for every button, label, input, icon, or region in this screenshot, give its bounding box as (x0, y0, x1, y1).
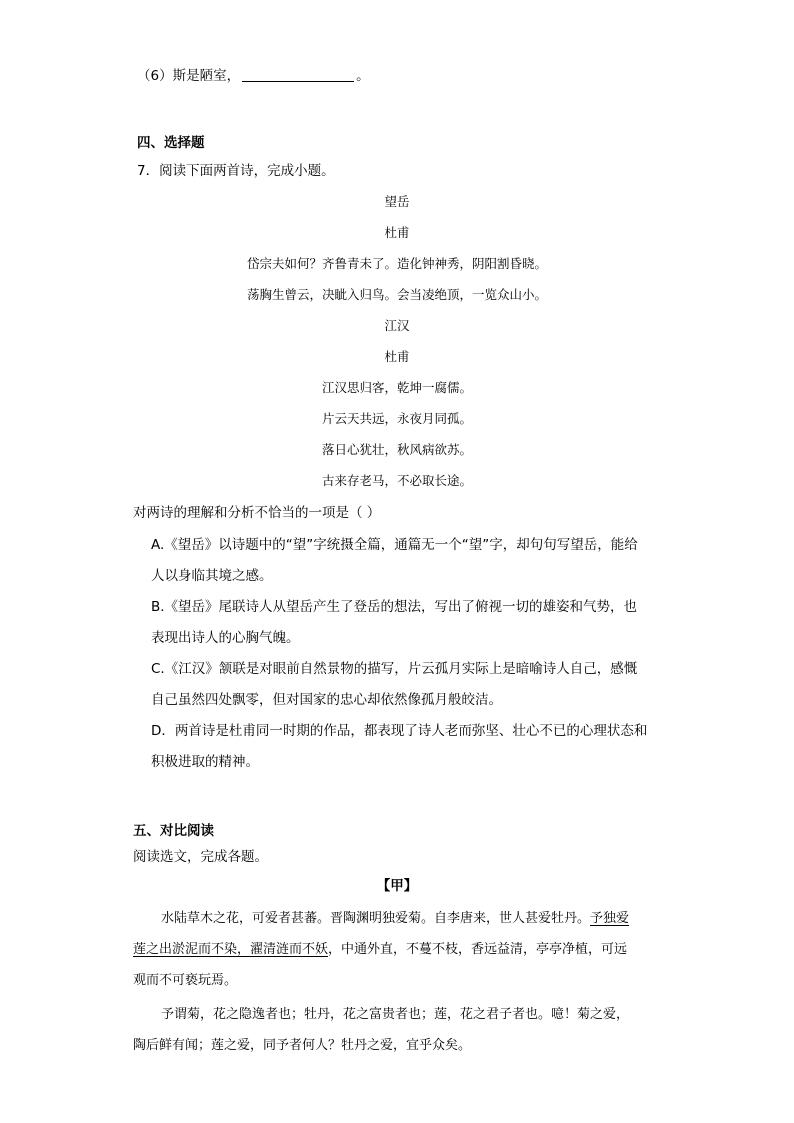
question-6-suffix: 。 (356, 68, 370, 84)
passage-p1-line-3: 观而不可亵玩焉。 (133, 973, 238, 988)
poem-2-author: 杜甫 (384, 349, 410, 364)
question-stem: 对两诗的理解和分析不恰当的一项是（ ） (133, 505, 381, 521)
question-7-prompt: 7．阅读下面两首诗，完成小题。 (137, 163, 335, 179)
option-b[interactable]: B.《望岳》尾联诗人从望岳产生了登岳的想法，写出了俯视一切的雄姿和气势，也 (151, 599, 638, 615)
option-c-cont: 自己虽然四处飘零，但对国家的忠心却依然像孤月般皎洁。 (151, 692, 502, 708)
poem-2-line-2: 片云天共远，永夜月同孤。 (321, 411, 472, 426)
passage-p2-line-1: 予谓菊，花之隐逸者也；牡丹，花之富贵者也；莲，花之君子者也。噫！菊之爱， (161, 1007, 630, 1022)
option-c[interactable]: C.《江汉》颔联是对眼前自然景物的描写，片云孤月实际上是暗喻诗人自己，感慨 (151, 661, 638, 677)
poem-2-line-3: 落日心犹壮，秋风病欲苏。 (321, 442, 472, 457)
poem-1-line-2: 荡胸生曾云，决眦入归鸟。会当凌绝顶，一览众山小。 (246, 287, 547, 302)
poem-1-title: 望岳 (384, 194, 410, 209)
option-d-cont: 积极进取的精神。 (151, 754, 259, 770)
underlined-sentence-end: 莲之出淤泥而不染，濯清涟而不妖 (133, 942, 329, 957)
question-6-prefix: （6）斯是陋室， (137, 68, 241, 84)
poem-2-line-4: 古来存老马，不必取长途。 (321, 473, 472, 488)
underlined-sentence-start: 予独爱 (590, 911, 630, 926)
passage-p2-line-2: 陶后鲜有闻；莲之爱，同予者何人？牡丹之爱，宜乎众矣。 (133, 1038, 472, 1053)
passage-p1-line-2 (133, 940, 627, 960)
section-4-title: 四、选择题 (137, 135, 205, 151)
option-d[interactable]: D．两首诗是杜甫同一时期的作品，都表现了诗人老而弥坚、壮心不已的心理状态和 (151, 723, 648, 739)
answer-blank[interactable] (242, 67, 354, 82)
question-6-line (137, 66, 370, 86)
option-a-cont: 人以身临其境之感。 (151, 568, 273, 584)
poem-1-line-1: 岱宗夫如何？齐鲁青未了。造化钟神秀，阴阳割昏晓。 (246, 256, 547, 271)
section-5-intro: 阅读选文，完成各题。 (133, 849, 268, 865)
poem-2-title: 江汉 (384, 318, 410, 333)
poem-1-author: 杜甫 (384, 225, 410, 240)
option-b-cont: 表现出诗人的心胸气魄。 (151, 630, 300, 646)
passage-p1-text: 水陆草木之花，可爱者甚蕃。晋陶渊明独爱菊。自李唐来，世人甚爱牡丹。 (161, 911, 591, 926)
passage-title: 【甲】 (376, 878, 418, 894)
passage-p1-text-cont: ，中通外直，不蔓不枝，香远益清，亭亭净植，可远 (328, 942, 628, 957)
passage-p1-line-1 (161, 909, 629, 929)
option-a[interactable]: A.《望岳》以诗题中的“望”字统摄全篇，通篇无一个“望”字，却句句写望岳，能给 (151, 537, 638, 553)
section-5-title: 五、对比阅读 (133, 823, 214, 839)
poem-2-line-1: 江汉思归客，乾坤一腐儒。 (321, 380, 472, 395)
